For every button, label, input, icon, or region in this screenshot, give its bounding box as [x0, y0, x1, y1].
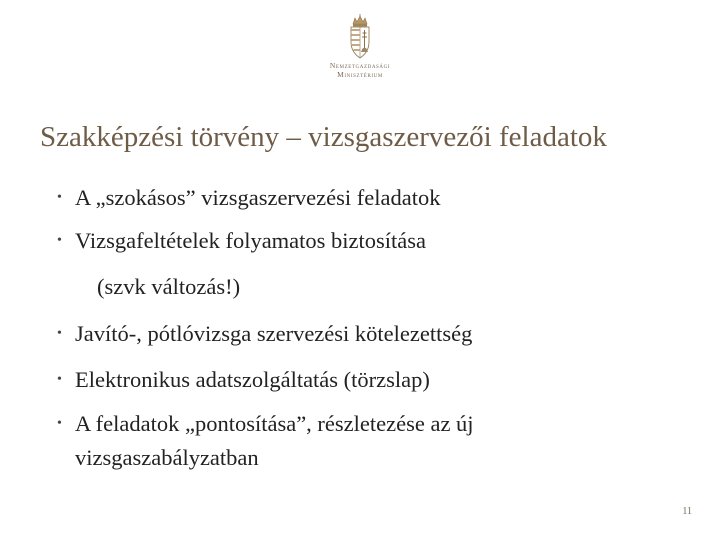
- page-number: 11: [682, 506, 692, 517]
- bullet-item: [57, 366, 695, 394]
- coat-of-arms-icon: [346, 14, 374, 60]
- bullet-item: [57, 320, 695, 348]
- ministry-name-line2: Minisztérium: [337, 70, 383, 79]
- bullet-text: A „szokásos” vizsgaszervezési feladatok: [75, 185, 441, 210]
- ministry-name-line1: Nemzetgazdasági: [329, 61, 391, 70]
- ministry-name: [300, 61, 420, 79]
- ministry-logo: [300, 14, 420, 82]
- bullet-dot: •: [57, 190, 62, 205]
- bullet-dot: •: [57, 233, 62, 248]
- bullet-text: Javító-, pótlóvizsga szervezési kötelezettség: [75, 321, 473, 346]
- slide-title: Szakképzési törvény – vizsgaszervezői feladatok: [40, 121, 607, 153]
- bullet-subtext: (szvk változás!): [97, 274, 241, 299]
- bullet-item: [57, 184, 695, 212]
- bullet-text: Vizsgafeltételek folyamatos biztosítása: [75, 228, 427, 253]
- bullet-dot: •: [57, 326, 62, 341]
- bullet-item: [57, 227, 695, 255]
- bullet-dot: •: [57, 372, 62, 387]
- bullet-continuation: vizsgaszabályzatban: [75, 445, 259, 470]
- bullet-item: [57, 410, 695, 438]
- bullet-text: Elektronikus adatszolgáltatás (törzslap): [75, 367, 430, 392]
- bullet-text: A feladatok „pontosítása”, részletezése az új: [75, 411, 474, 436]
- bullet-dot: •: [57, 416, 62, 431]
